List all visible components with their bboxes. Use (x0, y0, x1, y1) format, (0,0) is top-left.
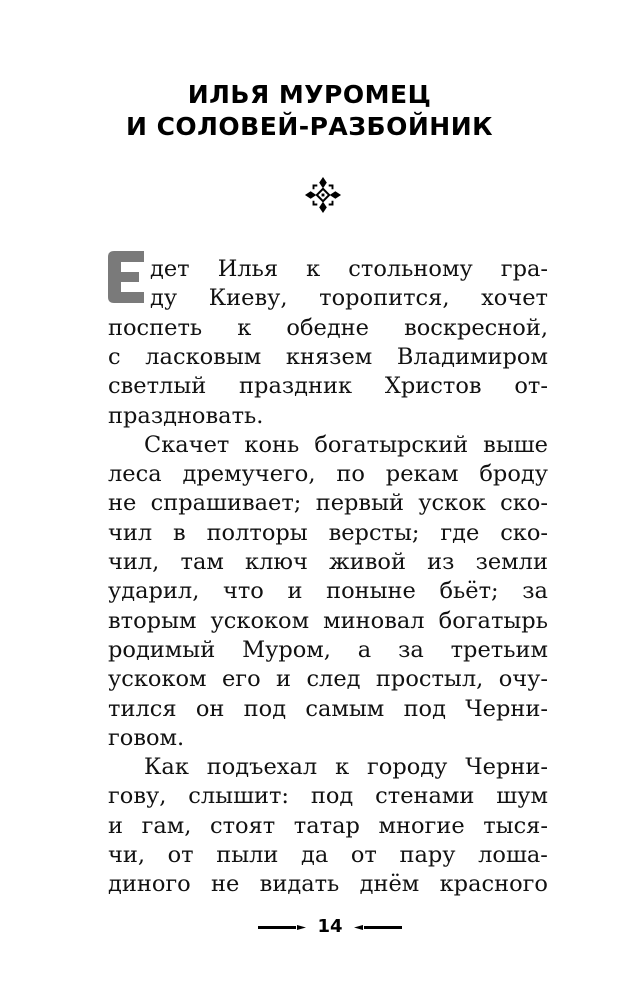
word: из (427, 549, 455, 575)
word: богатырский (314, 431, 469, 458)
word: Как (144, 754, 189, 781)
text-line (108, 635, 548, 665)
word: самым (305, 695, 385, 722)
text-line (108, 371, 548, 401)
word: бьёт; (439, 578, 499, 605)
text-line (108, 840, 548, 870)
text-line (108, 488, 548, 518)
word: пыли (216, 842, 279, 868)
word: земли (475, 549, 548, 575)
word: светлый (108, 373, 207, 400)
word: гову, (108, 783, 167, 810)
word: броду (479, 461, 548, 488)
word: гам, (141, 812, 192, 839)
word: ускоком (108, 666, 207, 693)
word: не (211, 871, 240, 898)
word: где (440, 519, 480, 546)
text-line (108, 342, 548, 372)
word: чил, (108, 549, 160, 575)
word: а (357, 636, 372, 663)
word: от- (514, 373, 548, 400)
text-line (108, 694, 548, 724)
word: Черни- (465, 754, 548, 781)
page-number: 14 (317, 916, 343, 937)
word: лоша- (478, 842, 548, 868)
word: его (221, 666, 261, 693)
word: Муром, (242, 636, 331, 663)
word: там (180, 549, 224, 575)
word: ласковым (145, 343, 262, 370)
word: дремучего, (182, 461, 316, 488)
word: чил (108, 519, 153, 546)
drop-cap-letter (104, 249, 146, 305)
word: в (173, 519, 186, 546)
text-line (108, 723, 548, 753)
text-line (108, 869, 548, 899)
text-line (150, 254, 548, 284)
word: и (276, 666, 292, 693)
text-line (108, 547, 548, 577)
text-line (108, 518, 548, 548)
word: Илья (217, 256, 279, 282)
word: тыся- (483, 812, 548, 839)
text-line (108, 811, 548, 841)
text-line (108, 576, 548, 606)
word: хочет (481, 285, 548, 312)
text-line (108, 606, 548, 636)
word: праздник (239, 373, 353, 400)
word: стенами (375, 783, 475, 810)
word: что (222, 578, 264, 605)
word: и (287, 578, 303, 605)
word: Владимиром (396, 343, 548, 370)
word: красного (439, 871, 548, 898)
word: живой (329, 549, 406, 575)
word: торопится, (319, 285, 450, 312)
word: тился (108, 695, 177, 722)
text-line (144, 752, 548, 782)
word: шум (496, 783, 548, 810)
word: выше (483, 431, 548, 458)
floral-ornament-icon (304, 176, 342, 214)
word: да (301, 842, 329, 868)
word: князем (285, 343, 373, 370)
word: поспеть (108, 314, 203, 341)
word: вторым (108, 607, 197, 634)
word: он (195, 695, 225, 722)
word: под (243, 695, 287, 722)
word: татар (293, 812, 360, 839)
word: ударил, (108, 578, 200, 605)
word: Черни- (465, 695, 548, 722)
word: под (403, 695, 446, 722)
word: Христов (384, 373, 482, 400)
word: к (237, 314, 252, 341)
word: от (350, 842, 377, 868)
word: обедне (286, 314, 369, 341)
text-line (108, 313, 548, 343)
word: праздновать. (108, 402, 264, 429)
word: многие (378, 812, 465, 839)
word: чи, (108, 842, 146, 868)
text-line (108, 664, 548, 694)
word: от (167, 842, 194, 868)
left-dash-ornament (258, 912, 308, 942)
word: богатырь (438, 607, 548, 634)
word: подъехал (206, 754, 318, 781)
word: под (310, 783, 354, 810)
word: очу- (498, 666, 548, 693)
word: за (398, 636, 424, 663)
text-line (108, 401, 548, 431)
word: днём (359, 871, 420, 898)
word: ключ (245, 549, 308, 575)
word: ускоком (210, 607, 310, 634)
word: воскресной, (404, 314, 548, 341)
word: пару (399, 842, 456, 868)
word: городу (367, 754, 448, 781)
word: родимый (108, 636, 216, 663)
word: конь (244, 431, 300, 458)
word: стоят (209, 812, 276, 839)
word: стольному (348, 256, 473, 282)
word: версты; (328, 519, 420, 546)
word: к (335, 754, 350, 781)
word: спрашивает; (150, 490, 302, 517)
text-line (108, 781, 548, 811)
word: к (306, 256, 321, 282)
word: полторы (206, 519, 308, 546)
text-line (150, 283, 548, 313)
word: слышит: (188, 783, 290, 810)
word: рекам (385, 461, 459, 488)
word: поныне (326, 578, 416, 605)
word: первый (315, 490, 404, 517)
word: Скачет (144, 431, 230, 458)
word: по (336, 461, 365, 488)
word: Киеву, (208, 285, 288, 312)
word: третьим (450, 636, 548, 663)
word: простыл, (375, 666, 484, 693)
word: гра- (500, 256, 548, 282)
word: след (306, 666, 361, 693)
word: диного (108, 871, 191, 898)
right-dash-ornament (352, 912, 402, 942)
word: ду (150, 285, 178, 312)
word: миновал (323, 607, 425, 634)
word: ускок (418, 490, 486, 517)
word: и (108, 812, 123, 839)
word: дет (150, 256, 190, 282)
word: ско- (500, 519, 548, 546)
word: не (108, 490, 137, 517)
word: с (108, 343, 121, 370)
chapter-title-line-2: И СОЛОВЕЙ-РАЗБОЙНИК (125, 112, 494, 141)
word: за (522, 578, 548, 605)
text-line (108, 459, 548, 489)
word: видать (259, 871, 340, 898)
word: леса (108, 461, 162, 488)
word: ско- (500, 490, 548, 517)
page-footer (0, 912, 619, 942)
chapter-title-line-1: ИЛЬЯ МУРОМЕЦ (187, 80, 432, 109)
word: говом. (108, 724, 185, 751)
text-line (144, 430, 548, 460)
